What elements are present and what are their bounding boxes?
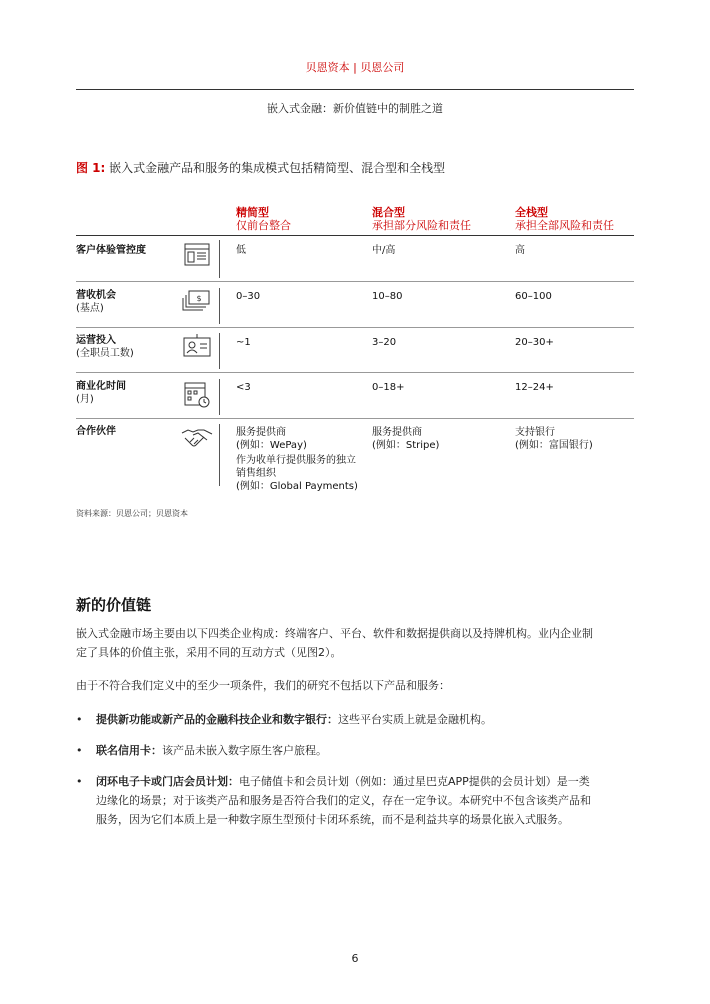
cell: 高 bbox=[515, 245, 525, 256]
list-item bbox=[76, 741, 636, 761]
paragraph-line: 定了具体的价值主张，采用不同的互动方式（见图2）。 bbox=[76, 646, 342, 659]
column-header-lean bbox=[236, 206, 291, 232]
row-label-sub: (基点) bbox=[76, 303, 104, 314]
row-label-main: 商业化时间 bbox=[76, 381, 126, 392]
bullet-symbol: • bbox=[76, 775, 83, 788]
bullet-symbol: • bbox=[76, 713, 83, 726]
svg-text:$: $ bbox=[196, 294, 202, 303]
row-label-cx-control bbox=[76, 244, 146, 257]
list-item bbox=[76, 772, 636, 832]
row-separator-line bbox=[219, 288, 220, 324]
cell: 低 bbox=[236, 245, 246, 256]
cash-bills-icon bbox=[180, 287, 214, 313]
column-name: 全栈型 bbox=[515, 206, 548, 219]
figure-source: 资料来源：贝恩公司；贝恩资本 bbox=[76, 509, 188, 518]
handshake-icon bbox=[180, 424, 214, 450]
bullet-text: 服务，因为它们本质上是一种数字原生型预付卡闭环系统，而不是利益共享的场景化嵌入式服务。 bbox=[96, 813, 569, 826]
figure-title-text: 嵌入式金融产品和服务的集成模式包括精简型、混合型和全栈型 bbox=[105, 161, 446, 175]
cell-line: 销售组织 bbox=[236, 468, 276, 479]
paragraph-line: 嵌入式金融市场主要由以下四类企业构成：终端客户、平台、软件和数据提供商以及持牌机构。业内企业制 bbox=[76, 627, 593, 640]
row-label-sub: (全职员工数) bbox=[76, 348, 134, 359]
header-divider bbox=[76, 89, 634, 90]
cell-line: (例如：WePay) bbox=[236, 440, 307, 451]
calendar-clock-icon bbox=[180, 380, 214, 406]
bullet-text: 边缘化的场景；对于该类产品和服务是否符合我们的定义，存在一定争议。本研究中不包含该类产品和 bbox=[96, 794, 591, 807]
bullet-text: 这些平台实质上就是金融机构。 bbox=[338, 713, 492, 726]
figure-title bbox=[76, 159, 445, 176]
cell: 60–100 bbox=[515, 291, 552, 302]
cell: 20–30+ bbox=[515, 337, 554, 348]
row-rule bbox=[76, 418, 634, 419]
row-label-operations bbox=[76, 334, 134, 360]
partner-cell-lean bbox=[236, 426, 358, 493]
bullet-bold: 联名信用卡： bbox=[96, 744, 162, 757]
row-label-revenue bbox=[76, 289, 116, 315]
row-rule bbox=[76, 281, 634, 282]
bullet-text: 电子储值卡和会员计划（例如：通过星巴克APP提供的会员计划）是一类 bbox=[239, 775, 590, 788]
row-rule bbox=[76, 372, 634, 373]
cell-line: 作为收单行提供服务的独立 bbox=[236, 455, 356, 466]
column-name: 精简型 bbox=[236, 206, 269, 219]
cell: <3 bbox=[236, 382, 251, 393]
partner-cell-hybrid bbox=[372, 426, 439, 452]
cell-line: 服务提供商 bbox=[372, 427, 422, 438]
bullet-bold: 提供新功能或新产品的金融科技企业和数字银行： bbox=[96, 713, 338, 726]
cell: 3–20 bbox=[372, 337, 397, 348]
row-label-main: 客户体验管控度 bbox=[76, 245, 146, 256]
column-desc: 仅前台整合 bbox=[236, 219, 291, 232]
cell-line: (例如：Global Payments) bbox=[236, 481, 358, 492]
cell-line: 支持银行 bbox=[515, 427, 555, 438]
cell-line: 服务提供商 bbox=[236, 427, 286, 438]
row-separator-line bbox=[219, 424, 220, 486]
row-label-main: 合作伙伴 bbox=[76, 426, 116, 437]
table-top-rule bbox=[76, 235, 634, 236]
row-label-partners bbox=[76, 425, 116, 438]
row-label-main: 营收机会 bbox=[76, 290, 116, 301]
row-separator-line bbox=[219, 333, 220, 369]
list-item bbox=[76, 710, 636, 730]
header-brand: 贝恩资本 | 贝恩公司 bbox=[305, 61, 405, 74]
column-header-hybrid bbox=[372, 206, 471, 232]
bullet-bold: 闭环电子卡或门店会员计划： bbox=[96, 775, 239, 788]
row-label-sub: (月) bbox=[76, 394, 94, 405]
paragraph-1 bbox=[76, 624, 636, 662]
row-separator-line bbox=[219, 379, 220, 415]
cell-line: (例如：Stripe) bbox=[372, 440, 440, 451]
cell-line: (例如：富国银行) bbox=[515, 440, 593, 451]
cell: ~1 bbox=[236, 337, 251, 348]
cell: 12–24+ bbox=[515, 382, 554, 393]
column-name: 混合型 bbox=[372, 206, 405, 219]
bullet-text: 该产品未嵌入数字原生客户旅程。 bbox=[162, 744, 327, 757]
section-title: 新的价值链 bbox=[76, 596, 152, 614]
id-badge-icon bbox=[180, 333, 214, 359]
row-rule bbox=[76, 327, 634, 328]
cell: 0–18+ bbox=[372, 382, 405, 393]
partner-cell-full-stack bbox=[515, 426, 593, 452]
row-label-main: 运营投入 bbox=[76, 335, 116, 346]
cell: 0–30 bbox=[236, 291, 261, 302]
header-subtitle: 嵌入式金融：新价值链中的制胜之道 bbox=[267, 102, 443, 115]
row-label-time-to-market bbox=[76, 380, 126, 406]
column-desc: 承担全部风险和责任 bbox=[515, 219, 614, 232]
page-number: 6 bbox=[351, 952, 359, 965]
bullet-symbol: • bbox=[76, 744, 83, 757]
cell: 中/高 bbox=[372, 245, 396, 256]
column-desc: 承担部分风险和责任 bbox=[372, 219, 471, 232]
cell: 10–80 bbox=[372, 291, 403, 302]
row-separator-line bbox=[219, 240, 220, 278]
paragraph-2: 由于不符合我们定义中的至少一项条件，我们的研究不包括以下产品和服务： bbox=[76, 679, 450, 692]
column-header-full-stack bbox=[515, 206, 614, 232]
browser-window-icon bbox=[180, 242, 214, 268]
figure-label: 图 1: bbox=[76, 161, 106, 175]
